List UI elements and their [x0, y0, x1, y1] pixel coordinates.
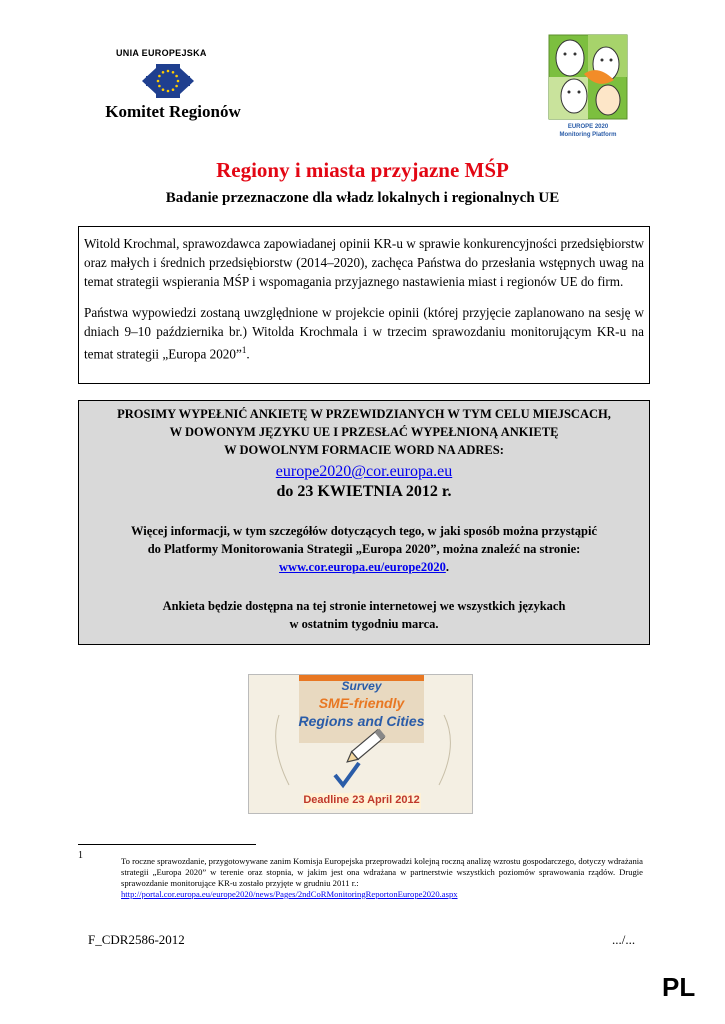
- page-continued: .../...: [612, 932, 636, 947]
- europe2020-platform-logo: [548, 34, 628, 144]
- org-name: Komitet Regionów: [105, 102, 241, 121]
- intro-paragraph-2-end: .: [246, 346, 250, 362]
- footnote-reference[interactable]: 1: [241, 345, 247, 355]
- platform-label-line1: EUROPE 2020: [567, 124, 609, 130]
- info-url-end: .: [445, 560, 449, 574]
- email-link[interactable]: europe2020@cor.europa.eu: [275, 463, 453, 480]
- footnote-link[interactable]: http://portal.cor.europa.eu/europe2020/news/Pages/2ndCoRMonitoringReportonEurope2020.aspx: [121, 889, 458, 899]
- survey-badge-image: [248, 674, 473, 814]
- website-link[interactable]: www.cor.europa.eu/europe2020: [279, 560, 446, 574]
- page-title: Regiony i miasta przyjazne MŚP: [216, 158, 509, 182]
- platform-label-line2: Monitoring Platform: [559, 132, 617, 138]
- footnote-number: 1: [78, 850, 83, 861]
- page-subtitle: Badanie przeznaczone dla władz lokalnych i regionalnych UE: [165, 190, 560, 206]
- org-top-label: UNIA EUROPEJSKA: [116, 48, 207, 58]
- intro-box: [78, 226, 650, 384]
- badge-title-line2: Regions and Cities: [298, 713, 425, 729]
- deadline-text: do 23 KWIETNIA 2012 r.: [276, 483, 452, 500]
- callout-line-2: W DOWONYM JĘZYKU UE I PRZESŁAĆ WYPEŁNIONĄ ANKIETĘ: [169, 425, 559, 439]
- faces-illustration-icon: [548, 34, 628, 120]
- callout-box: [78, 400, 650, 645]
- language-code: PL: [662, 972, 696, 1002]
- intro-paragraph-2-text: Państwa wypowiedzi zostaną uwzględnione w projekcie opinii (której przyjęcie zaplanowano na sesję w dniach 9–10 października br.) Witolda Krochmala i w trzecim sprawozdaniu monitorującym KR-u na temat strategii „Europa 2020”: [84, 305, 644, 362]
- badge-survey-label: Survey: [341, 679, 382, 693]
- cor-logo: [105, 48, 242, 124]
- eu-flag-icon: [142, 62, 194, 100]
- info-line-1: Więcej informacji, w tym szczegółów dotyczących tego, w jaki sposób można przystąpić: [131, 524, 597, 538]
- badge-title-line1: SME-friendly: [318, 695, 405, 711]
- document-reference: F_CDR2586-2012: [88, 932, 185, 947]
- availability-line-2: w ostatnim tygodniu marca.: [289, 617, 439, 631]
- footnote-text: [121, 856, 643, 900]
- callout-line-1: PROSIMY WYPEŁNIĆ ANKIETĘ W PRZEWIDZIANYCH W TYM CELU MIEJSCACH,: [117, 407, 611, 421]
- callout-line-3: W DOWOLNYM FORMACIE WORD NA ADRES:: [224, 443, 504, 457]
- intro-paragraph-1: Witold Krochmal, sprawozdawca zapowiadanej opinii KR-u w sprawie konkurencyjności przedsiębiorstw oraz małych i średnich przedsiębiorstw (2014–2020), zachęca Państwa do przesłania wstępnych uwag na temat strategii wspierania MŚP i wspomagania przyjaznego nastawienia miast i regionów UE do firm.: [84, 236, 644, 289]
- info-url-line: [79, 558, 649, 576]
- info-line-2: do Platformy Monitorowania Strategii „Europa 2020”, można znaleźć na stronie:: [147, 542, 581, 556]
- badge-deadline: Deadline 23 April 2012: [303, 794, 420, 806]
- footnote-body: To roczne sprawozdanie, przygotowywane zanim Komisja Europejska przeprowadzi kolejną roczną analizę wzrostu gospodarczego, dotyczy wdrażania strategii „Europa 2020” w terenie oraz stopnia, w jakim jest ona wdrażana w partnerstwie wszystkich poziomów sprawowania rządów. Drugie sprawozdanie monitorujące KR-u zostało przyjęte w grudniu 2011 r.:: [121, 856, 643, 888]
- availability-line-1: Ankieta będzie dostępna na tej stronie internetowej we wszystkich językach: [162, 599, 566, 613]
- intro-paragraph-2: [84, 303, 644, 363]
- footnote-separator: [78, 844, 256, 845]
